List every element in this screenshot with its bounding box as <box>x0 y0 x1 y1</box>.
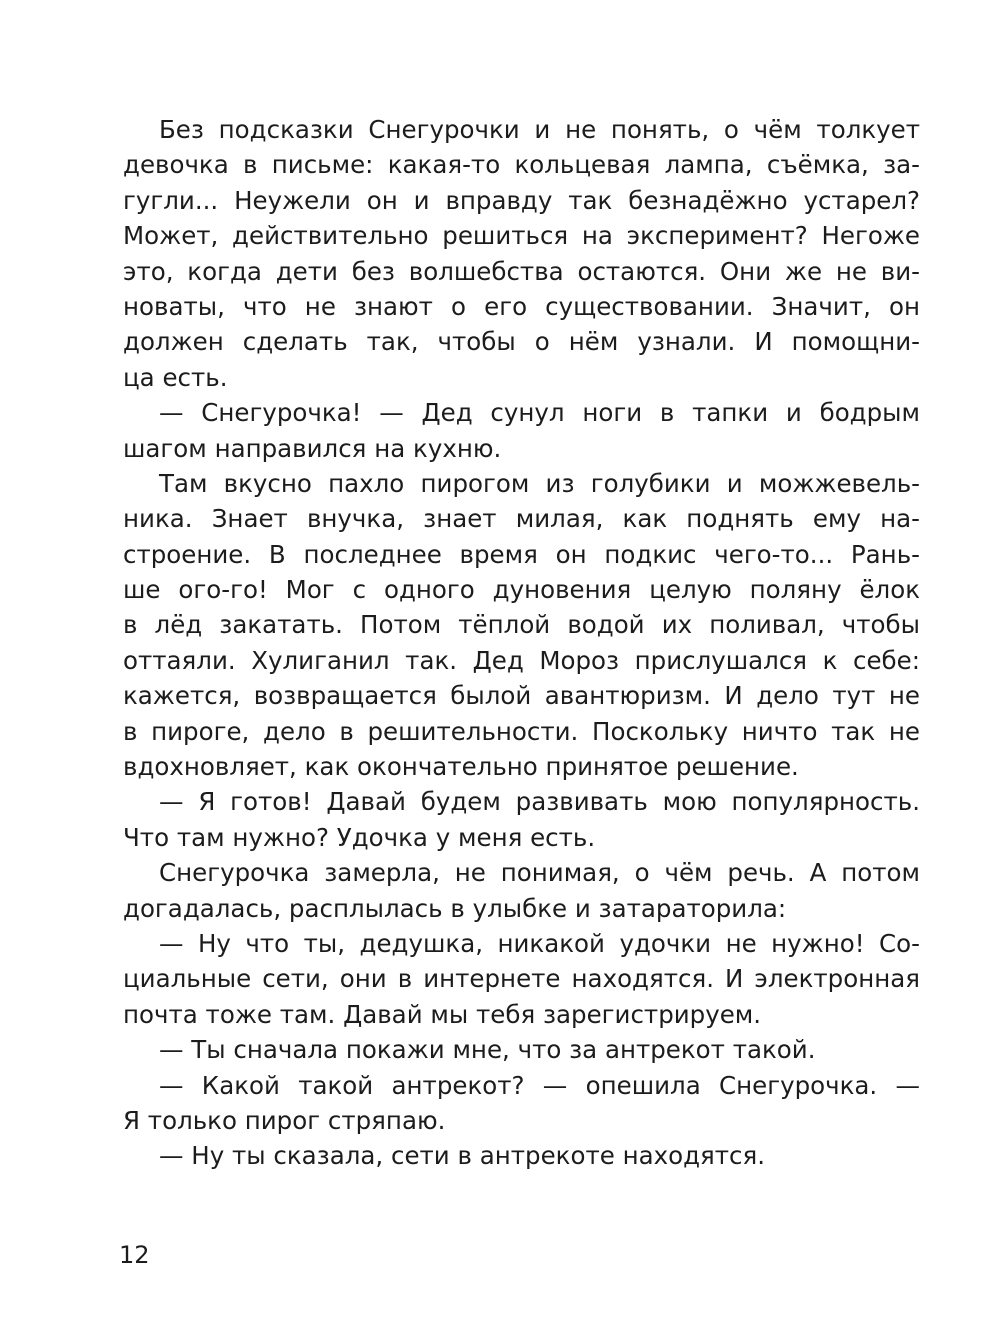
text-line: — Ты сначала покажи мне, что за антрекот такой. <box>159 1035 816 1065</box>
page-number: 12 <box>119 1241 150 1269</box>
text-line: — Какой такой антрекот? — опешила Снегурочка. — <box>159 1070 920 1100</box>
text-line: новаты, что не знают о его существовании. Значит, он <box>123 291 920 321</box>
text-line: Я только пирог стряпаю. <box>123 1105 446 1135</box>
text-line: это, когда дети без волшебства остаются. Они же не ви- <box>123 256 920 286</box>
text-line: в лёд закатать. Потом тёплой водой их поливал, чтобы <box>123 610 920 640</box>
text-line: шагом направился на кухню. <box>123 433 502 463</box>
text-line: Там вкусно пахло пирогом из голубики и можжевель- <box>159 468 920 498</box>
text-line: ца есть. <box>123 362 228 392</box>
text-line: строение. В последнее время он подкис чего-то... Рань- <box>123 539 920 569</box>
text-line: почта тоже там. Давай мы тебя зарегистрируем. <box>123 999 762 1029</box>
text-line: Что там нужно? Удочка у меня есть. <box>123 822 596 852</box>
text-line: Снегурочка замерла, не понимая, о чём речь. А потом <box>159 858 920 888</box>
text-line: оттаяли. Хулиганил так. Дед Мороз прислушался к себе: <box>123 645 920 675</box>
text-line: ше ого-го! Мог с одного дуновения целую поляну ёлок <box>123 575 920 605</box>
text-line: — Я готов! Давай будем развивать мою популярность. <box>159 787 920 817</box>
page-text <box>123 112 920 1174</box>
text-line: Может, действительно решиться на эксперимент? Негоже <box>123 221 920 251</box>
text-line: ника. Знает внучка, знает милая, как поднять ему на- <box>123 504 920 534</box>
text-line: вдохновляет, как окончательно принятое решение. <box>123 752 799 782</box>
text-line: кажется, возвращается былой авантюризм. И дело тут не <box>123 681 920 711</box>
text-line: — Ну ты сказала, сети в антрекоте находятся. <box>159 1141 766 1171</box>
text-line: в пироге, дело в решительности. Поскольку ничто так не <box>123 716 920 746</box>
text-line: Без подсказки Снегурочки и не понять, о чём толкует <box>159 115 920 144</box>
text-line: гугли... Неужели он и вправду так безнадёжно устарел? <box>123 185 920 215</box>
text-line: — Снегурочка! — Дед сунул ноги в тапки и бодрым <box>159 398 920 428</box>
text-line: догадалась, расплылась в улыбке и затараторила: <box>123 893 787 923</box>
text-line: — Ну что ты, дедушка, никакой удочки не нужно! Со- <box>159 928 920 958</box>
text-line: девочка в письме: какая-то кольцевая лампа, съёмка, за- <box>123 150 920 180</box>
text-line: циальные сети, они в интернете находятся. И электронная <box>123 964 920 994</box>
text-line: должен сделать так, чтобы о нём узнали. И помощни- <box>123 327 920 357</box>
